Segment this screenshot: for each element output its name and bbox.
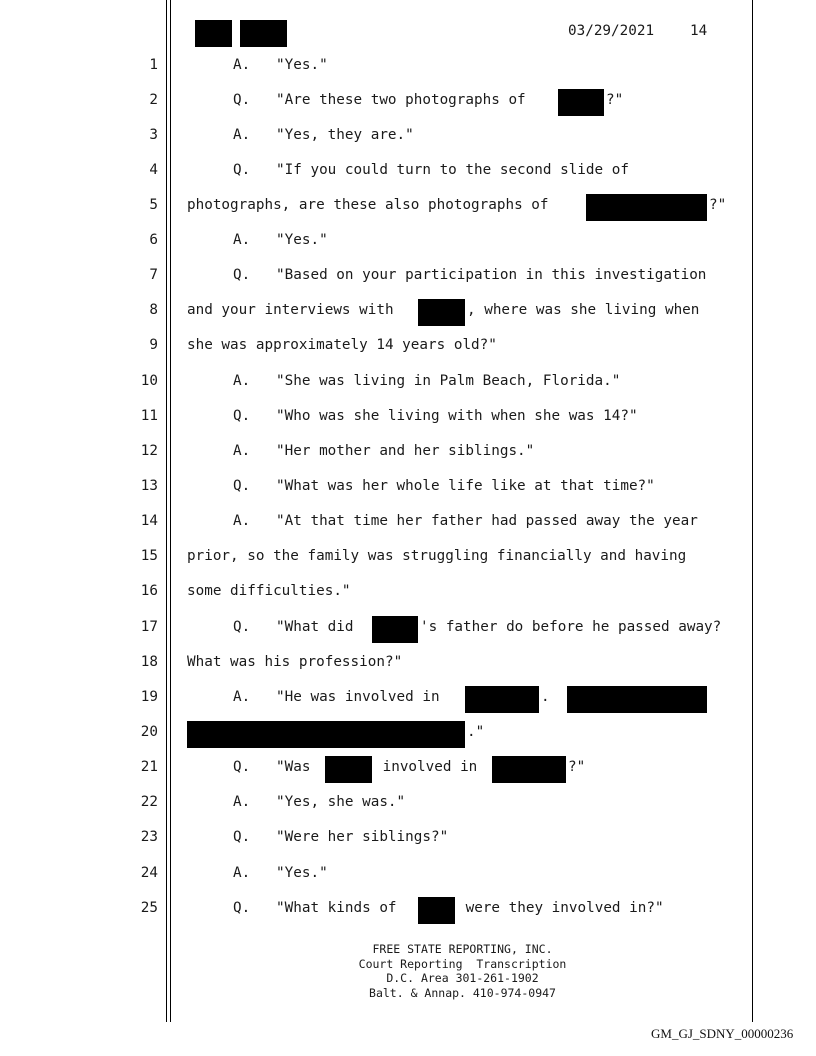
transcript-line: photographs, are these also photographs of xyxy=(187,197,558,213)
header-redaction-2 xyxy=(240,20,287,47)
header-date: 03/29/2021 xyxy=(568,23,655,39)
transcript-line: Q. "What did xyxy=(233,619,363,635)
line-number: 13 xyxy=(140,478,158,494)
transcript-line: and your interviews with xyxy=(187,302,403,318)
line-number: 2 xyxy=(149,92,158,108)
line-number: 25 xyxy=(140,900,158,916)
transcript-line-continuation: ?" xyxy=(606,92,624,108)
header-redaction-1 xyxy=(195,20,232,47)
transcript-line: Q. "Based on your participation in this investigation xyxy=(233,267,707,283)
line-number: 23 xyxy=(140,829,158,845)
redaction-bar xyxy=(567,686,707,713)
transcript-line-continuation: were they involved in?" xyxy=(457,900,664,916)
transcript-line: What was his profession?" xyxy=(187,654,403,670)
line-number: 12 xyxy=(140,443,158,459)
footer-balt-phone: Balt. & Annap. 410-974-0947 xyxy=(369,985,556,1000)
line-number: 21 xyxy=(140,759,158,775)
transcript-line-continuation: ?" xyxy=(568,759,586,775)
line-number: 7 xyxy=(149,267,158,283)
line-number: 15 xyxy=(140,548,158,564)
left-margin-rule-outer xyxy=(166,0,167,1022)
redaction-bar xyxy=(418,299,465,326)
transcript-line: Q. "What kinds of xyxy=(233,900,406,916)
transcript-line-continuation: involved in xyxy=(374,759,486,775)
transcript-line-continuation: ?" xyxy=(709,197,727,213)
line-number: 5 xyxy=(149,197,158,213)
bates-number: GM_GJ_SDNY_00000236 xyxy=(651,1026,794,1041)
line-number: 1 xyxy=(149,57,158,73)
line-number: 14 xyxy=(140,513,158,529)
line-number: 11 xyxy=(140,408,158,424)
transcript-line-continuation: ." xyxy=(467,724,485,740)
transcript-line: A. "Yes." xyxy=(233,232,328,248)
reporter-footer xyxy=(300,942,625,1000)
transcript-line: A. "She was living in Palm Beach, Florida." xyxy=(233,373,621,389)
line-number: 10 xyxy=(140,373,158,389)
footer-dc-phone: D.C. Area 301-261-1902 xyxy=(386,971,539,985)
transcript-line: A. "At that time her father had passed away the year xyxy=(233,513,698,529)
transcript-line: some difficulties." xyxy=(187,583,351,599)
line-number: 22 xyxy=(140,794,158,810)
redaction-bar xyxy=(558,89,604,116)
transcript-line: prior, so the family was struggling financially and having xyxy=(187,548,687,564)
line-number: 6 xyxy=(149,232,158,248)
line-number: 16 xyxy=(140,583,158,599)
redaction-bar xyxy=(418,897,455,924)
transcript-line: A. "Yes." xyxy=(233,57,328,73)
transcript-line: Q. "Who was she living with when she was 14?" xyxy=(233,408,638,424)
footer-services: Court Reporting Transcription xyxy=(358,956,567,971)
transcript-line: she was approximately 14 years old?" xyxy=(187,337,497,353)
redaction-bar xyxy=(372,616,418,643)
line-number: 17 xyxy=(140,619,158,635)
transcript-line: Q. "Are these two photographs of xyxy=(233,92,535,108)
line-number: 4 xyxy=(149,162,158,178)
transcript-line: A. "Yes, they are." xyxy=(233,127,414,143)
transcript-line: A. "Yes, she was." xyxy=(233,794,406,810)
transcript-line: A. "Yes." xyxy=(233,865,328,881)
footer-company: FREE STATE REPORTING, INC. xyxy=(372,942,553,956)
line-number: 9 xyxy=(149,337,158,353)
line-number: 20 xyxy=(140,724,158,740)
line-number: 24 xyxy=(140,865,158,881)
transcript-line-continuation: . xyxy=(541,689,550,705)
left-margin-rule-inner xyxy=(170,0,171,1022)
redaction-bar xyxy=(325,756,372,783)
transcript-line: Q. "Was xyxy=(233,759,320,775)
right-margin-rule xyxy=(752,0,753,1022)
line-number: 19 xyxy=(140,689,158,705)
line-number: 3 xyxy=(149,127,158,143)
redaction-bar xyxy=(586,194,707,221)
redaction-bar xyxy=(465,686,539,713)
transcript-line: Q. "What was her whole life like at that time?" xyxy=(233,478,655,494)
header-page-number: 14 xyxy=(690,23,708,39)
redaction-bar xyxy=(492,756,566,783)
line-number: 8 xyxy=(149,302,158,318)
transcript-line: Q. "If you could turn to the second slide of xyxy=(233,162,629,178)
transcript-line-continuation: , where was she living when xyxy=(467,302,700,318)
transcript-line: A. "Her mother and her siblings." xyxy=(233,443,535,459)
transcript-line: A. "He was involved in xyxy=(233,689,449,705)
redaction-bar xyxy=(187,721,465,748)
transcript-line-continuation: 's father do before he passed away? xyxy=(420,619,722,635)
line-number: 18 xyxy=(140,654,158,670)
transcript-line: Q. "Were her siblings?" xyxy=(233,829,449,845)
